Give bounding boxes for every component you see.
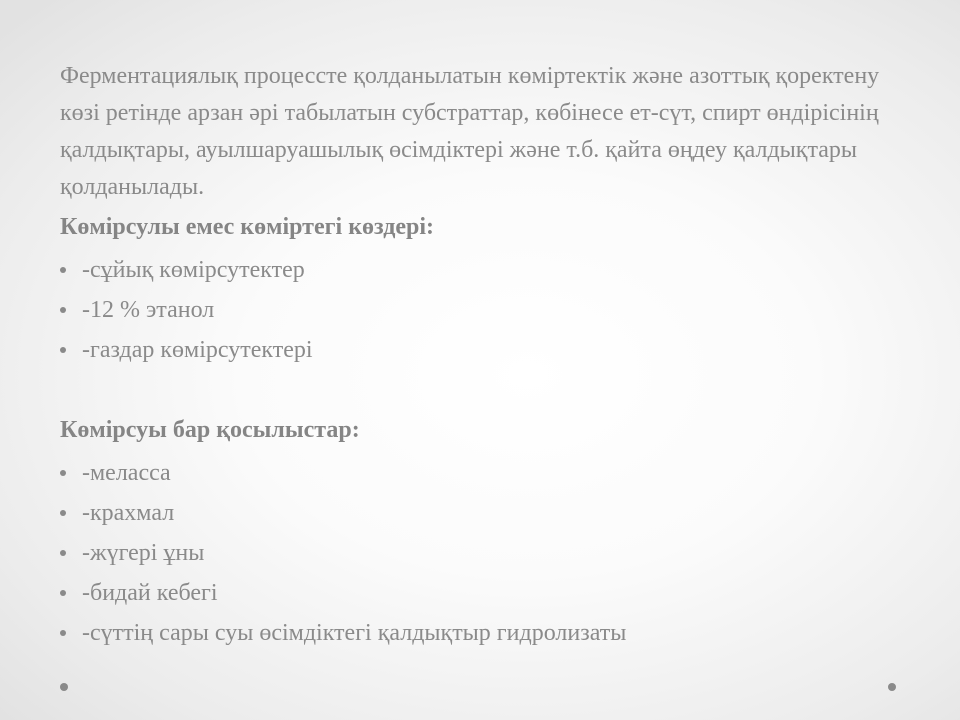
list-item-text: -крахмал	[82, 500, 175, 526]
section-heading-carbohydrate: Көмірсуы бар қосылыстар:	[60, 417, 360, 443]
list-item	[60, 257, 920, 284]
list-item-text: -сұйық көмірсутектер	[82, 257, 305, 283]
list-item-text: -жүгері ұны	[82, 540, 205, 566]
slide-content	[60, 58, 920, 647]
bullet-icon	[60, 550, 66, 556]
bullet-icon	[60, 590, 66, 596]
list-item	[60, 460, 920, 487]
footer-dot-left-icon	[60, 683, 68, 691]
list-item	[60, 297, 920, 324]
section-heading-non-carbohydrate: Көмірсулы емес көміртегі көздері:	[60, 214, 435, 240]
non-carbohydrate-list	[60, 257, 920, 364]
bullet-icon	[60, 470, 66, 476]
list-item-text: -бидай кебегі	[82, 580, 218, 606]
list-item	[60, 540, 920, 567]
footer-dot-right-icon	[888, 683, 896, 691]
list-item-text: -меласса	[82, 460, 171, 486]
list-item	[60, 500, 920, 527]
list-item-text: -газдар көмірсутектері	[82, 337, 313, 363]
bullet-icon	[60, 307, 66, 313]
list-item	[60, 337, 920, 364]
bullet-icon	[60, 347, 66, 353]
list-item-text: -12 % этанол	[82, 297, 215, 323]
list-item	[60, 620, 920, 647]
carbohydrate-list	[60, 460, 920, 647]
list-item-text: -сүттің сары суы өсімдіктегі қалдықтыр гидролизаты	[82, 620, 627, 646]
list-item	[60, 580, 920, 607]
bullet-icon	[60, 267, 66, 273]
bullet-icon	[60, 630, 66, 636]
intro-paragraph: Ферментациялық процессте қолданылатын көміртектік және азоттық қоректену көзі ретінде арзан әрі табылатын субстраттар, көбінесе ет-сүт, спирт өндірісінің қалдықтары, ауылшаруашылық өсімдіктері және т.б. қайта өңдеу қалдықтары қолданылады.	[60, 63, 880, 200]
bullet-icon	[60, 510, 66, 516]
